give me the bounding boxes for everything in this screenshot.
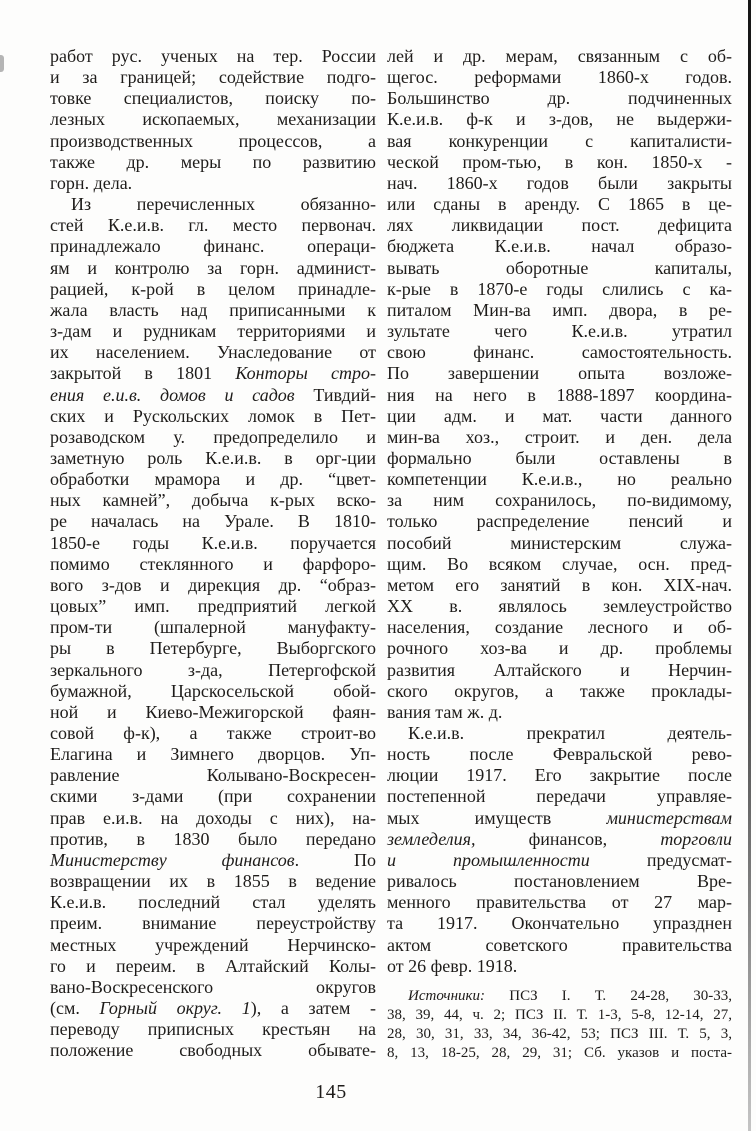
- body-text: питалом Мин-ва имп. двора, в ре-: [387, 299, 732, 320]
- text-line: [50, 67, 376, 88]
- text-column-right: [387, 46, 732, 1064]
- italic-text: и промышленности: [387, 849, 590, 870]
- body-text: или сданы в аренду. С 1865 в це-: [387, 194, 732, 215]
- body-text: только распределение пенсий и: [387, 511, 732, 532]
- body-text: равление Колывано-Воскресен-: [50, 765, 376, 786]
- body-text: ского округов, а также проклады-: [387, 680, 732, 701]
- text-line: [50, 490, 376, 511]
- body-text: лей и др. мерам, связанным с об-: [387, 46, 732, 66]
- body-text: стей К.е.и.в. гл. место первонач.: [50, 215, 376, 236]
- body-text: люции 1917. Его закрытие после: [387, 765, 732, 786]
- body-text: (см.: [50, 998, 100, 1019]
- text-line: [387, 871, 732, 892]
- text-line: [387, 850, 732, 871]
- italic-text: Конторы стро-: [235, 363, 376, 384]
- body-text: помимо стеклянного и фарфоро-: [50, 553, 376, 574]
- italic-text: ения е.и.в. домов и садов: [50, 384, 314, 405]
- text-line: [387, 363, 732, 384]
- body-text: совой ф-к), а также строит-во: [50, 723, 376, 743]
- body-text: К.е.и.в. прекратил деятель-: [408, 723, 732, 743]
- text-line: [387, 511, 732, 532]
- text-line: [50, 194, 376, 215]
- body-text: бюджета К.е.и.в. начал образо-: [387, 236, 732, 257]
- text-line: [387, 152, 732, 173]
- text-line: [50, 977, 376, 998]
- text-line: [50, 723, 376, 744]
- text-line: [387, 173, 732, 194]
- body-text: бумажной, Царскосельской обой-: [50, 680, 376, 701]
- body-text: Елагина и Зимнего дворцов. Уп-: [50, 744, 376, 765]
- text-line: [50, 765, 376, 786]
- text-line: [387, 427, 732, 448]
- text-line: [50, 1040, 376, 1061]
- text-line: [50, 702, 376, 723]
- text-line: [387, 935, 732, 956]
- body-text: формально были оставлены в: [387, 447, 732, 468]
- text-line: [387, 406, 732, 427]
- body-text: ям и контролю за горн. админист-: [50, 257, 376, 278]
- body-text: возвращении их в 1855 в ведение: [50, 871, 376, 892]
- text-line: [50, 956, 376, 977]
- body-text: щегос. реформами 1860-х годов.: [387, 67, 732, 88]
- body-text: рацией, к-рой в целом принадле-: [50, 278, 376, 299]
- body-text: XX в. являлось землеустройство: [387, 596, 732, 617]
- text-line: [50, 660, 376, 681]
- body-text: К.е.и.в. последний стал уделять: [50, 892, 376, 913]
- body-text: заметную роль К.е.и.в. в орг-ции: [50, 447, 376, 468]
- body-text: ческой пром-тью, в кон. 1850-х -: [387, 151, 732, 172]
- body-text: ских и Рускольских ломок в Пет-: [50, 405, 376, 426]
- body-text: принадлежало финанс. операци-: [50, 236, 376, 257]
- text-line: [387, 987, 732, 1006]
- text-line: [50, 300, 376, 321]
- text-line: [50, 342, 376, 363]
- text-line: [50, 279, 376, 300]
- body-text: прав е.и.в. на доходы с них), на-: [50, 807, 376, 828]
- text-line: [387, 342, 732, 363]
- text-line: [387, 744, 732, 765]
- body-text: пособий министерским служа-: [387, 532, 732, 553]
- text-line: [50, 871, 376, 892]
- body-text: преим. внимание переустройству: [50, 913, 376, 934]
- text-line: [50, 554, 376, 575]
- text-line: [387, 829, 732, 850]
- body-text: 28, 30, 31, 33, 34, 36-42, 53; ПСЗ III. Т. 5, 3,: [387, 1026, 732, 1043]
- italic-text: Источники:: [408, 987, 486, 1004]
- body-text: Большинство др. подчиненных: [387, 88, 732, 109]
- text-line: [387, 448, 732, 469]
- body-text: и за границей; содействие подго-: [50, 67, 376, 88]
- scan-smudge: [0, 55, 4, 72]
- text-line: [387, 617, 732, 638]
- text-line: [50, 808, 376, 829]
- text-column-left: [50, 46, 376, 1064]
- text-line: [387, 236, 732, 257]
- text-line: [50, 511, 376, 532]
- italic-text: торговли: [660, 828, 732, 849]
- text-line: [387, 533, 732, 554]
- text-line: [50, 385, 376, 406]
- text-line: [50, 152, 376, 173]
- text-line: [387, 596, 732, 617]
- body-text: работ рус. ученых на тер. России: [50, 46, 376, 66]
- body-text: производственных процессов, а: [50, 130, 376, 151]
- body-text: ной и Киево-Межигорской фаян-: [50, 701, 376, 722]
- text-line: [50, 744, 376, 765]
- body-text: горн. дела.: [50, 172, 133, 193]
- body-text: свою финанс. самостоятельность.: [387, 342, 732, 363]
- text-line: [50, 998, 376, 1019]
- text-line: [387, 702, 732, 723]
- text-line: [50, 469, 376, 490]
- body-text: актом советского правительства: [387, 934, 732, 955]
- italic-text: Министерству финансов: [50, 849, 295, 870]
- text-line: [50, 88, 376, 109]
- body-text: метом его занятий в кон. XIX-нач.: [387, 574, 732, 595]
- body-text: 8, 13, 18-25, 28, 29, 31; Сб. указов и поста-: [387, 1045, 732, 1062]
- text-line: [50, 321, 376, 342]
- body-text: нач. 1860-х годов были закрыты: [387, 172, 732, 193]
- text-line: [387, 490, 732, 511]
- text-line: [387, 956, 732, 977]
- body-text: ре началась на Урале. В 1810-: [50, 511, 376, 532]
- text-line: [387, 67, 732, 88]
- body-text: 38, 39, 44, ч. 2; ПСЗ II. Т. 1-3, 5-8, 12-14, 27,: [387, 1007, 732, 1024]
- body-text: пром-ти (шпалерной мануфакту-: [50, 617, 376, 638]
- body-text: развития Алтайского и Нерчин-: [387, 659, 732, 680]
- body-text: ния на него в 1888-1897 координа-: [387, 384, 732, 405]
- text-line: [50, 829, 376, 850]
- body-text: скими з-дами (при сохранении: [50, 786, 376, 807]
- body-text: местных учреждений Нерчинско-: [50, 934, 376, 955]
- body-text: ПСЗ I. Т. 24-28, 30-33,: [485, 987, 732, 1004]
- text-line: [50, 575, 376, 596]
- text-line: [50, 46, 376, 67]
- body-text: вого з-дов и дирекция др. “образ-: [50, 574, 376, 595]
- text-line: [50, 215, 376, 236]
- body-text: закрытой в 1801: [50, 363, 236, 384]
- text-line: [50, 935, 376, 956]
- body-text: По завершении опыта возложе-: [387, 363, 732, 384]
- text-line: [387, 681, 732, 702]
- body-text: 1850-е годы К.е.и.в. поручается: [50, 532, 376, 553]
- text-line: [387, 913, 732, 934]
- text-line: [387, 109, 732, 130]
- body-text: лезных ископаемых, механизации: [50, 109, 376, 130]
- text-line: [387, 638, 732, 659]
- page-number: 145: [315, 1081, 347, 1103]
- text-line: [50, 258, 376, 279]
- body-text: ривалось постановлением Вре-: [387, 871, 732, 892]
- text-line: [50, 236, 376, 257]
- text-line: [50, 892, 376, 913]
- text-line: [387, 660, 732, 681]
- text-line: [387, 765, 732, 786]
- text-line: [50, 638, 376, 659]
- text-line: [387, 258, 732, 279]
- body-text: обработки мрамора и др. “цвет-: [50, 469, 376, 490]
- body-text: против, в 1830 было передано: [50, 828, 376, 849]
- body-text: компетенции К.е.и.в., но реально: [387, 469, 732, 490]
- text-line: [387, 1006, 732, 1025]
- scan-edge-line: [748, 0, 751, 1131]
- body-text: з-дам и рудникам территориями и: [50, 321, 376, 342]
- body-text: ры в Петербурге, Выборгского: [50, 638, 376, 659]
- text-line: [387, 88, 732, 109]
- body-text: постепенной передачи управляе-: [387, 786, 732, 807]
- body-text: вано-Воскресенского округов: [50, 976, 376, 997]
- body-text: щим. Во всяком случае, осн. пред-: [387, 553, 732, 574]
- text-line: [50, 406, 376, 427]
- text-line: [50, 786, 376, 807]
- text-line: [387, 300, 732, 321]
- body-text: вывать оборотные капиталы,: [387, 257, 732, 278]
- body-text: ции адм. и мат. части данного: [387, 405, 732, 426]
- body-text: лях ликвидации пост. дефицита: [387, 215, 732, 236]
- body-text: населения, создание лесного и об-: [387, 617, 732, 638]
- text-line: [387, 1025, 732, 1044]
- text-line: [387, 131, 732, 152]
- body-text: Из перечисленных обязанно-: [71, 194, 376, 215]
- body-text: розаводском у. предопределило и: [50, 426, 376, 447]
- text-line: [50, 427, 376, 448]
- text-line: [50, 533, 376, 554]
- body-text: жала власть над приписанными к: [50, 299, 376, 320]
- text-line: [387, 321, 732, 342]
- text-line: [50, 681, 376, 702]
- text-line: [50, 109, 376, 130]
- body-text: цовых” имп. предприятий легкой: [50, 596, 376, 617]
- text-line: [50, 363, 376, 384]
- body-text: Тивдий-: [313, 384, 376, 405]
- body-text: мин-ва хоз., строит. и ден. дела: [387, 426, 732, 447]
- text-line: [387, 279, 732, 300]
- body-text: финансов,: [475, 828, 661, 849]
- text-line: [50, 173, 376, 194]
- body-text: товке специалистов, поиску по-: [50, 88, 376, 109]
- body-text: та 1917. Окончательно упразднен: [387, 913, 732, 934]
- text-line: [387, 46, 732, 67]
- body-text: К.е.и.в. ф-к и з-дов, не выдержи-: [387, 109, 732, 130]
- text-line: [387, 723, 732, 744]
- text-line: [387, 1044, 732, 1063]
- body-text: менного правительства от 27 мар-: [387, 892, 732, 913]
- text-line: [50, 1019, 376, 1040]
- text-line: [50, 617, 376, 638]
- text-line: [387, 892, 732, 913]
- body-text: ность после Февральской рево-: [387, 744, 732, 765]
- text-line: [50, 448, 376, 469]
- body-text: вания там ж. д.: [387, 701, 503, 722]
- italic-text: министерствам: [606, 807, 732, 828]
- body-text: рочного хоз-ва и др. проблемы: [387, 638, 732, 659]
- body-text: положение свободных обывате-: [50, 1040, 376, 1061]
- body-text: вая конкуренции с капиталисти-: [387, 130, 732, 151]
- text-line: [387, 194, 732, 215]
- text-line: [387, 575, 732, 596]
- text-line: [387, 469, 732, 490]
- text-line: [50, 913, 376, 934]
- body-text: го и переим. в Алтайский Колы-: [50, 955, 376, 976]
- text-line: [387, 385, 732, 406]
- body-text: зультате чего К.е.и.в. утратил: [387, 321, 732, 342]
- text-line: [50, 596, 376, 617]
- body-text: от 26 февр. 1918.: [387, 955, 518, 976]
- body-text: зеркального з-да, Петергофской: [50, 659, 376, 680]
- body-text: также др. меры по развитию: [50, 151, 376, 172]
- body-text: ных камней”, добыча к-рых вско-: [50, 490, 376, 511]
- body-text: . По: [294, 849, 376, 870]
- text-line: [387, 808, 732, 829]
- body-text: их населением. Унаследование от: [50, 342, 376, 363]
- italic-text: земледелия,: [387, 828, 476, 849]
- body-text: мых имуществ: [387, 807, 607, 828]
- italic-text: Горный округ. 1: [99, 998, 251, 1019]
- body-text: предусмат-: [589, 849, 732, 870]
- body-text: за ним сохранилось, по-видимому,: [387, 490, 732, 511]
- body-text: переводу приписных крестьян на: [50, 1019, 376, 1040]
- text-line: [50, 131, 376, 152]
- text-line: [50, 850, 376, 871]
- body-text: ), а затем -: [250, 998, 377, 1019]
- body-text: к-рые в 1870-е годы слились с ка-: [387, 278, 732, 299]
- text-line: [387, 215, 732, 236]
- text-line: [387, 554, 732, 575]
- text-line: [387, 786, 732, 807]
